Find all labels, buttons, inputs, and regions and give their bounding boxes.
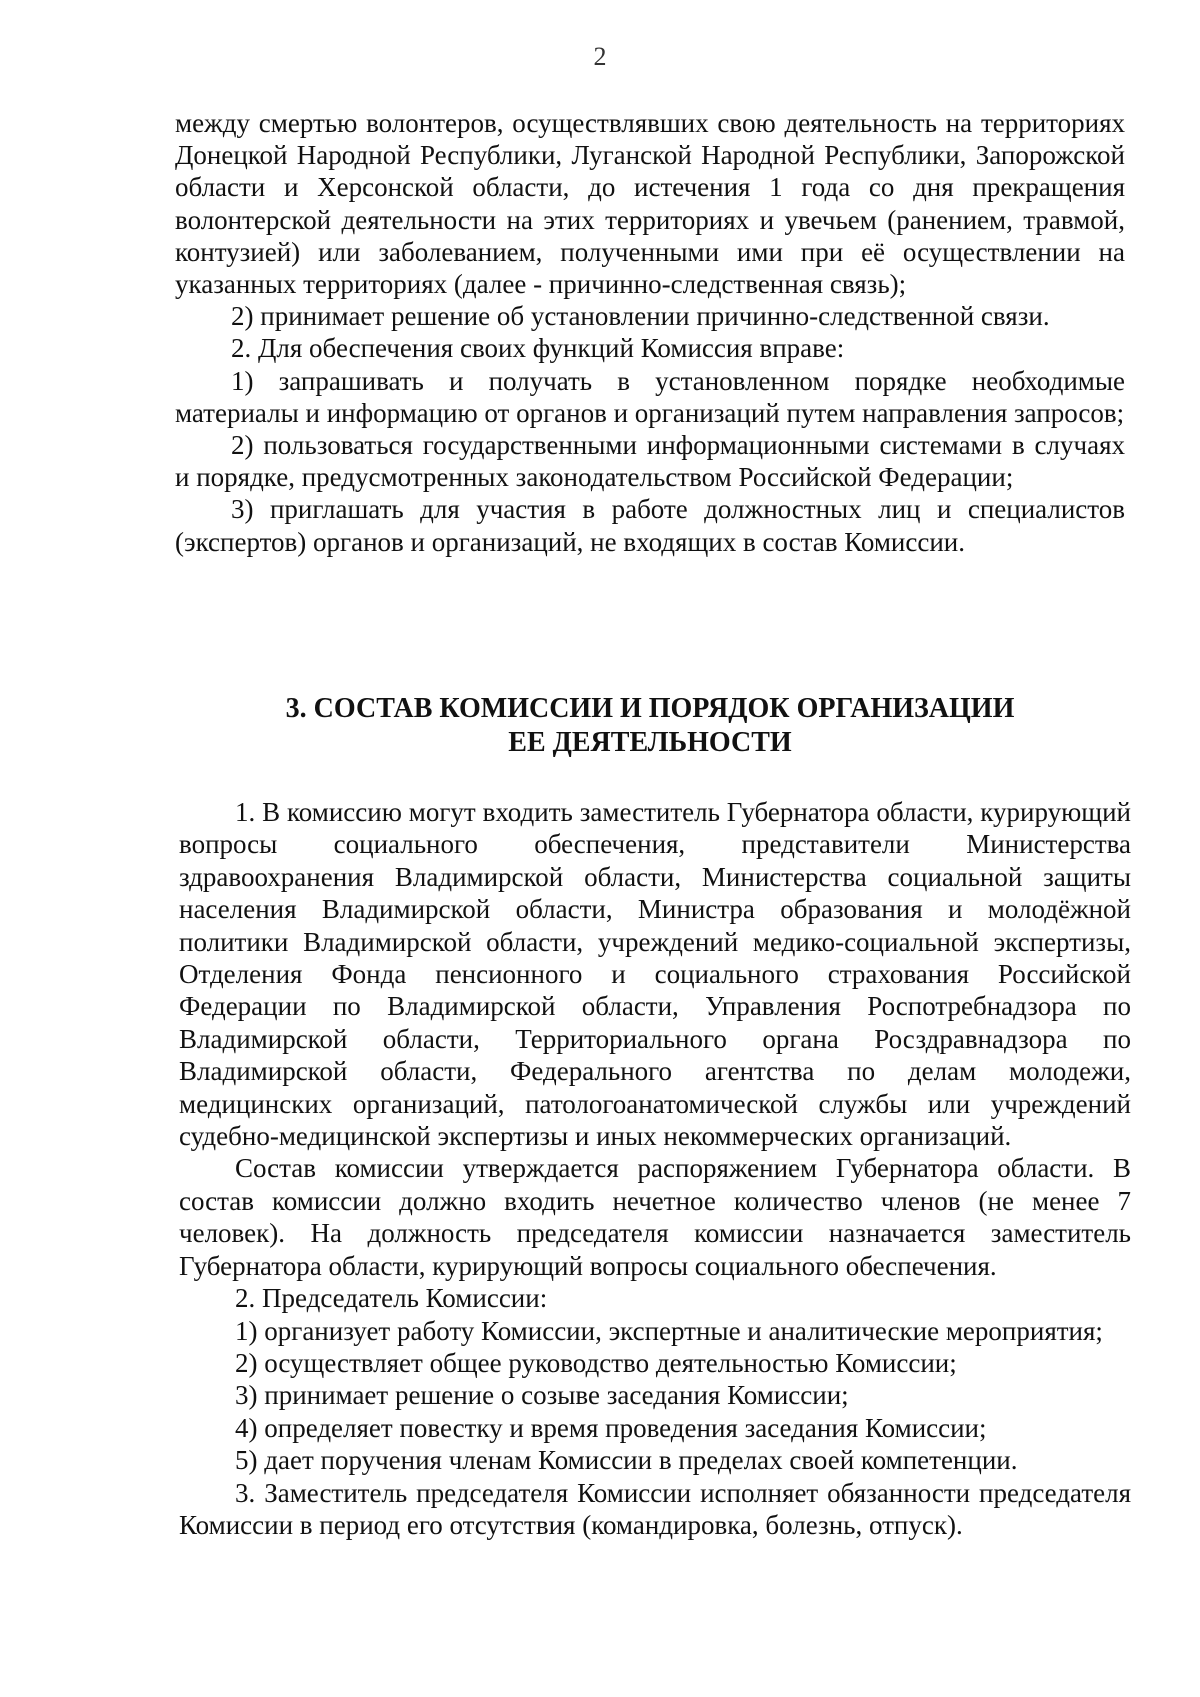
paragraph-deputy: 3. Заместитель председателя Комиссии исполняет обязанности председателя Комиссии в период его отсутствия (командировка, болезнь, отпуск).	[179, 1477, 1131, 1540]
page-number: 2	[593, 42, 607, 71]
list-item: 2) осуществляет общее руководство деятельностью Комиссии;	[235, 1347, 957, 1378]
paragraph-members: 1. В комиссию могут входить заместитель Губернатора области, курирующий вопросы социального обеспечения, представители Министерства здравоохранения Владимирской области, Министерства социальной защиты населения Владимирской области, Министра образования и молодёжной политики Владимирской области, учреждений медико-социальной экспертизы, Отделения Фонда пенсионного и социального страхования Российской Федерации по Владимирской области, Управления Роспотребнадзора по Владимирской области, Территориального органа Росздравнадзора по Владимирской области, Федерального агентства по делам молодежи, медицинских организаций, патологоанатомической службы или учреждений судебно-медицинской экспертизы и иных некоммерческих организаций.	[179, 797, 1131, 1152]
paragraph-rights-intro: 2. Для обеспечения своих функций Комиссия вправе:	[231, 333, 845, 364]
list-item: 3) приглашать для участия в работе должностных лиц и специалистов (экспертов) органов и организаций, не входящих в состав Комиссии.	[175, 494, 1125, 557]
list-item: 2) пользоваться государственными информационными системами в случаях и порядке, предусмотренных законодательством Российской Федерации;	[175, 430, 1125, 493]
paragraph-chair-intro: 2. Председатель Комиссии:	[235, 1283, 548, 1314]
section-heading-line: 3. СОСТАВ КОМИССИИ И ПОРЯДОК ОРГАНИЗАЦИИ	[285, 693, 1015, 724]
paragraph-causal-link: между смертью волонтеров, осуществлявших свою деятельность на территориях Донецкой Народной Республики, Луганской Народной Республики, Запорожской области и Херсонской области, до истечения 1 года со дня прекращения волонтерской деятельности на этих территориях и увечьем (ранением, травмой, контузией) или заболеванием, полученными ими при её осуществлении на указанных территориях (далее - причинно-следственная связь);	[175, 108, 1125, 300]
section-3-heading	[175, 692, 1125, 760]
list-item: 2) принимает решение об установлении причинно-следственной связи.	[231, 301, 1050, 332]
list-item: 3) принимает решение о созыве заседания Комиссии;	[235, 1380, 849, 1411]
section-3-body	[179, 796, 1131, 1541]
section-heading-line: ЕЕ ДЕЯТЕЛЬНОСТИ	[508, 727, 792, 758]
list-item: 1) организует работу Комиссии, экспертные и аналитические мероприятия;	[235, 1315, 1103, 1346]
list-item: 5) дает поручения членам Комиссии в пределах своей компетенции.	[235, 1445, 1018, 1476]
paragraph-composition: Состав комиссии утверждается распоряжением Губернатора области. В состав комиссии должно входить нечетное количество членов (не менее 7 человек). На должность председателя комиссии назначается заместитель Губернатора области, курирующий вопросы социального обеспечения.	[179, 1153, 1131, 1281]
list-item: 1) запрашивать и получать в установленном порядке необходимые материалы и информацию от органов и организаций путем направления запросов;	[175, 365, 1125, 428]
list-item: 4) определяет повестку и время проведения заседания Комиссии;	[235, 1412, 987, 1443]
section-2-continued	[175, 107, 1125, 558]
